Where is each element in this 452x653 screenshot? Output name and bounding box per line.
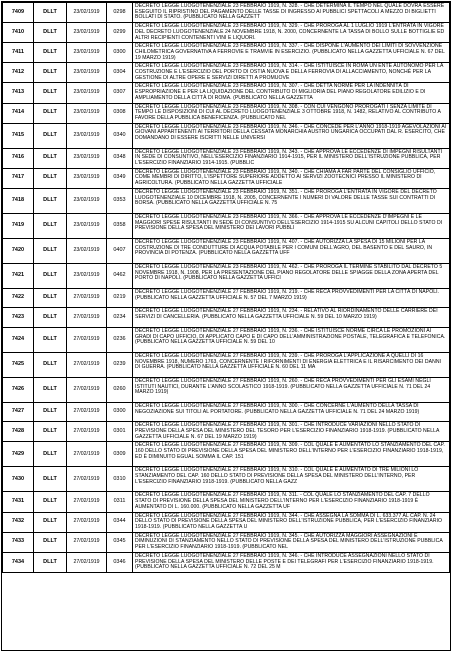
- record-number: [3, 43, 34, 63]
- record-number: [3, 168, 34, 188]
- record-number: [3, 3, 34, 23]
- act-type: [34, 213, 67, 238]
- act-type: [34, 263, 67, 288]
- gazette-page-text: 0349: [113, 174, 126, 181]
- gazette-page-text: 0239: [113, 361, 126, 368]
- act-date: [67, 512, 107, 532]
- decree-description-text: DECRETO LEGGE LUOGOTENENZIALE 27 FEBBRAIO 1919, N. 344. - CHE ASSEGNA LA SOMMA DI L. 633.377 AL CAP. N. 24 DELLO STATO DI PREVISIONE DELLA SPESA DEL MINISTERO DELL'ISTRUZIONE PUBBLICA, PER L'ESERCIZIO FINANZIARIO 1918-1919. (PUBBLICATO NELLA GAZZETTA U: [135, 512, 443, 530]
- table-row: [3, 103, 450, 123]
- decree-description-text: DECRETO LEGGE LUOGOTENENZIALE 23 FEBBRAIO 1919, N. 366. - CHE APPROVA LE ECCEDENZE D'IMPEGNI E LE MAGGIORI SPESE RISULTANTI IN SEDE DI CONSUNTIVO DELL'ESERCIZIO 1914-1915 SU ALCUNI CAPITOLI DELLO STATO DI PREVISIONE DELLA SPESA DEL MINISTERO DEI LAVORI PUBBLI: [135, 213, 443, 232]
- table-row: [3, 213, 450, 238]
- record-number-text: 7432: [11, 518, 25, 525]
- table-row: [3, 288, 450, 308]
- act-date-text: 27/02/1919: [73, 498, 100, 505]
- decree-description: [133, 532, 450, 552]
- decree-description-text: DECRETO LEGGE LUOGOTENENZIALE 27 FEBBRAIO 1919, N. 311. - COL QUALE LO STANZIAMENTO DEL CAP. 7 DELLO STATO DI PREVISIONE DELLA SPESA DEL MINISTERO DELL'INTERNO PER L'ESERCIZIO FINANZIARIO 1918-1919 È AUMENTATO DI L. 160.000. (PUBBLICATO NELLA GAZZETTA UF: [135, 492, 430, 510]
- table-row: [3, 327, 450, 352]
- gazette-page-text: 0407: [113, 247, 126, 254]
- act-type: [34, 308, 67, 328]
- table-row: [3, 168, 450, 188]
- act-type: [34, 442, 67, 467]
- record-number-text: 7414: [11, 109, 25, 116]
- record-number-text: 7428: [11, 428, 25, 435]
- decree-description-text: DECRETO LEGGE LUOGOTENENZIALE 23 FEBBRAIO 1919, N. 407. - CHE AUTORIZZA LA SPESA DI 15 MILIONI PER LA COSTRUZIONE DI TRE CONDUTTURE DI ACQUA POTABILE PER I COMUNI DELL'AGRO, DEL BASENTO E DEL SAURO, IN PROVINCIA DI POTENZA. (PUBBLICATO NELLA GAZZETTA UFF: [135, 238, 433, 257]
- act-date-text: 27/02/1919: [73, 408, 100, 415]
- table-row: [3, 308, 450, 328]
- gazette-page-text: 0234: [113, 313, 126, 320]
- gazette-page: [107, 63, 133, 83]
- act-date: [67, 532, 107, 552]
- gazette-page: [107, 263, 133, 288]
- record-number: [3, 83, 34, 103]
- record-number-text: 7429: [11, 450, 25, 457]
- gazette-page-text: 0309: [113, 450, 126, 457]
- decree-description: [133, 263, 450, 288]
- gazette-page-text: 0340: [113, 131, 126, 138]
- act-date-text: 27/02/1919: [73, 475, 100, 482]
- act-date-text: 23/02/1919: [73, 131, 100, 138]
- gazette-page: [107, 308, 133, 328]
- table-row: [3, 402, 450, 422]
- decree-description-text: DECRETO LEGGE LUOGOTENENZIALE 23 FEBBRAIO 1919, N. 346. - CHE CONCEDE PER L'ANNO 1918-1919 AGEVOLAZIONI AI GIOVANI APPARTENENTI AI TERRITORI DELLA CESSATA MONARCHIA AUSTRO UNGARICA OCCUPATI DAL R. ESERCITO, CHE DOMANDANO DI ESSERE ISCRITTI NELLE UNIVERSI: [135, 123, 447, 142]
- table-row: [3, 263, 450, 288]
- record-number-text: 7421: [11, 272, 25, 279]
- record-number: [3, 103, 34, 123]
- record-number: [3, 532, 34, 552]
- gazette-page: [107, 512, 133, 532]
- record-number: [3, 352, 34, 377]
- act-type: [34, 23, 67, 43]
- act-type-text: DLLT: [43, 558, 57, 565]
- act-date-text: 23/02/1919: [73, 8, 100, 15]
- record-number: [3, 467, 34, 492]
- act-type: [34, 43, 67, 63]
- decree-description-text: DECRETO LEGGE LUOGOTENENZIALE 23 FEBBRAIO 1919, N. 337. - CHE DISPONE L'AUMENTO DEI LIMITI DI SOVVENZIONE CHILOMETRICA GOVERNATIVA A FERROVIE E TRAMVIE IN ESERCIZIO. (PUBBLICATO NELLA GAZZETTA UFFICIALE N. 67 DEL 19 MARZO 1919): [135, 43, 445, 61]
- decree-description-text: DECRETO LEGGE LUOGOTENENZIALE 23 FEBBRAIO 1919, N. 329. - CHE PROROGA AL 1 LUGLIO 1919 L'ENTRATA IN VIGORE DEL DECRETO LUOGOTENENZIALE 24 NOVEMBRE 1918, N. 2000, CONCERNENTE LA TASSA DI BOLLO SULLE BOTTIGLIE ED ALTRI RECIPIENTI CONTENENTI VINI E LIQUORI.: [135, 23, 445, 41]
- decree-description: [133, 103, 450, 123]
- record-number-text: 7409: [11, 8, 25, 15]
- act-date: [67, 308, 107, 328]
- act-date: [67, 422, 107, 442]
- act-date-text: 23/02/1919: [73, 272, 100, 279]
- act-type: [34, 327, 67, 352]
- decree-description: [133, 83, 450, 103]
- act-date: [67, 23, 107, 43]
- act-date-text: 23/02/1919: [73, 48, 100, 55]
- gazette-page: [107, 532, 133, 552]
- decree-description: [133, 352, 450, 377]
- act-date-text: 23/02/1919: [73, 174, 100, 181]
- decree-description: [133, 442, 450, 467]
- record-number: [3, 512, 34, 532]
- gazette-page-text: 0344: [113, 518, 126, 525]
- act-date: [67, 168, 107, 188]
- decree-description: [133, 288, 450, 308]
- decree-description-text: DECRETO LEGGE LUOGOTENENZIALE 27 FEBBRAIO 1919, N. 236. - CHE ISTITUISCE NORME CIRCA LE PROMOZIONI AI GRADI DI CAPO UFFICIO, DI APPLICATO CAPO E DI CAPO DELL'AMMINISTRAZIONE POSTALE, TELEGRAFICA E TELEFONICA. (PUBBLICATO NELLA GAZZETTA UFFICIALE N. 59 DEL 10: [135, 327, 446, 346]
- record-number: [3, 263, 34, 288]
- table-row: [3, 512, 450, 532]
- gazette-page-text: 0308: [113, 109, 126, 116]
- record-number: [3, 377, 34, 402]
- act-type-text: DLLT: [43, 8, 57, 15]
- gazette-page-text: 0300: [113, 408, 126, 415]
- gazette-page: [107, 238, 133, 263]
- act-type: [34, 467, 67, 492]
- act-type-text: DLLT: [43, 408, 57, 415]
- record-number: [3, 402, 34, 422]
- gazette-page-text: 0298: [113, 8, 126, 15]
- record-number: [3, 492, 34, 512]
- gazette-page-text: 0219: [113, 294, 126, 301]
- act-type-text: DLLT: [43, 428, 57, 435]
- act-type-text: DLLT: [43, 450, 57, 457]
- table-row: [3, 123, 450, 148]
- gazette-page-text: 0348: [113, 154, 126, 161]
- act-date: [67, 352, 107, 377]
- act-type: [34, 532, 67, 552]
- decree-description-text: DECRETO LEGGE LUOGOTENENZIALE 27 FEBBRAIO 1919, N. 260. - CHE RECA PROVVEDIMENTI PER GLI ESAMI NEGLI ISTITUTI NAUTICI, DURANTE L'ANNO SCOLASTICO 1918-1919. (PUBBLICATO NELLA GAZZETTA UFFICIALE N. 71 DEL 24 MARZO 1919): [135, 377, 431, 396]
- act-date: [67, 188, 107, 213]
- gazette-page: [107, 103, 133, 123]
- gazette-page: [107, 43, 133, 63]
- act-type-text: DLLT: [43, 313, 57, 320]
- act-type-text: DLLT: [43, 498, 57, 505]
- decree-description-text: DECRETO LEGGE LUOGOTENENZIALE 27 FEBBRAIO 1919, N. 310. - COL QUALE È AUMENTATO DI TRE MILIONI LO STANZIAMENTO DEL CAP. 160 DELLO STATO DI PREVISIONE DELLA SPESA DEL MINISTERO DELL'INTERNO, PER L'ESERCIZIO FINANZIARIO 1918-1919. (PUBBLICATO NELLA GAZZ: [135, 467, 419, 485]
- table-row: [3, 63, 450, 83]
- decree-description-text: DECRETO LEGGE LUOGOTENENZIALE 27 FEBBRAIO 1919, N. 219. - CHE RECA PROVVEDIMENTI PER LA CITTÀ DI NAPOLI. (PUBBLICATO NELLA GAZZETTA UFFICIALE N. 57 DEL 7 MARZO 1919): [135, 288, 440, 301]
- act-type-text: DLLT: [43, 109, 57, 116]
- decree-description: [133, 43, 450, 63]
- gazette-page: [107, 402, 133, 422]
- act-date-text: 23/02/1919: [73, 109, 100, 116]
- gazette-page: [107, 213, 133, 238]
- act-type-text: DLLT: [43, 89, 57, 96]
- gazette-page: [107, 168, 133, 188]
- act-date-text: 23/02/1919: [73, 197, 100, 204]
- record-number-text: 7419: [11, 222, 25, 229]
- register-sheet: [1, 1, 451, 651]
- act-date: [67, 327, 107, 352]
- act-date-text: 27/02/1919: [73, 294, 100, 301]
- record-number: [3, 238, 34, 263]
- record-number-text: 7434: [11, 558, 25, 565]
- gazette-page-text: 0260: [113, 386, 126, 393]
- act-date: [67, 263, 107, 288]
- decree-description: [133, 23, 450, 43]
- gazette-page-text: 0358: [113, 222, 126, 229]
- gazette-page-text: 0462: [113, 272, 126, 279]
- act-type: [34, 188, 67, 213]
- act-type: [34, 63, 67, 83]
- act-type: [34, 168, 67, 188]
- gazette-page: [107, 148, 133, 168]
- act-type-text: DLLT: [43, 361, 57, 368]
- act-type-text: DLLT: [43, 247, 57, 254]
- act-date-text: 23/02/1919: [73, 89, 100, 96]
- table-row: [3, 148, 450, 168]
- act-date-text: 27/02/1919: [73, 361, 100, 368]
- act-type: [34, 123, 67, 148]
- act-type-text: DLLT: [43, 222, 57, 229]
- gazette-page: [107, 467, 133, 492]
- record-number-text: 7430: [11, 475, 25, 482]
- record-number-text: 7425: [11, 361, 25, 368]
- record-number: [3, 308, 34, 328]
- act-date: [67, 288, 107, 308]
- act-type-text: DLLT: [43, 154, 57, 161]
- table-row: [3, 43, 450, 63]
- decree-description-text: DECRETO LEGGE LUOGOTENENZIALE 27 FEBBRAIO 1919, N. 346. - CHE INTRODUCE ASSEGNAZIONI NELLO STATO DI PREVISIONE DELLA SPESA DEL MINISTERO DELLE POSTE E DEI TELEGRAFI PER L'ESERCIZIO FINANZIARIO 1918-1919. (PUBBLICATO NELLA GAZZETTA UFFICIALE N. 72 DEL 25 M: [135, 552, 434, 571]
- act-date-text: 27/02/1919: [73, 313, 100, 320]
- act-type: [34, 422, 67, 442]
- record-number-text: 7424: [11, 336, 25, 343]
- decree-description: [133, 238, 450, 263]
- record-number: [3, 23, 34, 43]
- act-date: [67, 83, 107, 103]
- gazette-page: [107, 552, 133, 572]
- act-type: [34, 512, 67, 532]
- record-number: [3, 552, 34, 572]
- decree-description-text: DECRETO LEGGE LUOGOTENENZIALE 27 FEBBRAIO 1919, N. 309. - COL QUALE È AUMENTATO LO STANZIAMENTO DEL CAP. 160 DELLO STATO DI PREVISIONE DELLA SPESA DEL MINISTERO DELL'INTERNO PER L'ESERCIZIO FINANZIARIO 1918-1919, ED È DIMINUITO EGUAL SOMMA IL CAP. 151: [135, 442, 445, 460]
- act-type: [34, 238, 67, 263]
- act-type: [34, 552, 67, 572]
- record-number-text: 7411: [12, 48, 24, 55]
- act-type-text: DLLT: [43, 336, 57, 343]
- act-date-text: 27/02/1919: [73, 386, 100, 393]
- record-number: [3, 213, 34, 238]
- act-date-text: 23/02/1919: [73, 28, 100, 35]
- table-row: [3, 442, 450, 467]
- decree-description-text: DECRETO LEGGE LUOGOTENENZIALE 23 FEBBRAIO 1919, N. 307. - CHE DETTA NORME PER LA INDENNITÀ DI ESPROPRIAZIONE E PER LA LIQUIDAZIONE DEL CONTRIBUTO DI MIGLIORIA DEL PIANO REGOLATORE EDILIZIO E DI AMPLIAMENTO DELLA CITTÀ DI ROMA. (PUBBLICATO NELLA GAZZETTA: [135, 83, 426, 101]
- act-type-text: DLLT: [43, 518, 57, 525]
- decree-description-text: DECRETO LEGGE LUOGOTENENZIALE 23 FEBBRAIO 1919, N. 340. - CHE CHIAMA A FAR PARTE DEL CONSIGLIO UFFICIO, COME MEMBRI DI DIRITTO, L'ISPETTORE SUPERIORE ADDETTO AI SERVIZI ZOOTECNICI PRESSO IL MINISTERO DI AGRICOLTURA. (PUBBLICATO NELLA GAZZETTA UFFICIALE: [135, 168, 436, 187]
- record-number-text: 7431: [11, 498, 25, 505]
- table-row: [3, 83, 450, 103]
- gazette-page: [107, 83, 133, 103]
- table-row: [3, 552, 450, 572]
- act-date: [67, 492, 107, 512]
- record-number-text: 7423: [11, 313, 25, 320]
- decree-description-text: DECRETO LEGGE LUOGOTENENZIALE 27 FEBBRAIO 1919, N. 239. - CHE PROROGA L'APPLICAZIONE A QUELLI DI 16 NOVEMBRE 1918, NUMERO 1763, CONCERNENTE I RIFORNIMENTI DI ENERGIA ELETTRICA E IL RISARCIMENTO DEI DANNI DI GUERRA. (PUBBLICATO NELLA GAZZETTA UFFICIALE N. 60 DEL 11 MA: [135, 352, 442, 371]
- act-date-text: 23/02/1919: [73, 154, 100, 161]
- record-number: [3, 327, 34, 352]
- gazette-page: [107, 352, 133, 377]
- gazette-page-text: 0300: [113, 48, 126, 55]
- record-number: [3, 442, 34, 467]
- record-number: [3, 188, 34, 213]
- act-date-text: 27/02/1919: [73, 450, 100, 457]
- decree-description: [133, 552, 450, 572]
- decree-description-text: DECRETO LEGGE LUOGOTENENZIALE 27 FEBBRAIO 1919, N. 345. - CHE AUTORIZZA MAGGIORI ASSEGNAZIONI E DIMINUZIONI DI STANZIAMENTO NELLO STATO DI PREVISIONE DELLA SPESA DEL MINISTERO DELL'ISTRUZIONE PUBBLICA PER L'ESERCIZIO FINANZIARIO 1918-1919. (PUBBLICATO NEL: [135, 532, 443, 551]
- table-row: [3, 377, 450, 402]
- act-date-text: 27/02/1919: [73, 518, 100, 525]
- act-type: [34, 83, 67, 103]
- decree-description: [133, 168, 450, 188]
- act-type-text: DLLT: [43, 197, 57, 204]
- act-date: [67, 442, 107, 467]
- gazette-page-text: 0346: [113, 558, 126, 565]
- table-row: [3, 238, 450, 263]
- act-date-text: 23/02/1919: [73, 69, 100, 76]
- gazette-page: [107, 288, 133, 308]
- gazette-page-text: 0301: [113, 428, 126, 435]
- act-type-text: DLLT: [43, 475, 57, 482]
- gazette-page-text: 0236: [113, 336, 126, 343]
- record-number-text: 7426: [11, 386, 25, 393]
- act-type-text: DLLT: [43, 272, 57, 279]
- decree-description-text: DECRETO LEGGE LUOGOTENENZIALE 27 FEBBRAIO 1919, N. 301. - CHE INTRODUCE VARIAZIONI NELLO STATO DI PREVISIONE DELLA SPESA DEL MINISTERO DEL TESORO PER L'ESERCIZIO FINANZIARIO 1918-1919. (PUBBLICATO NELLA GAZZETTA UFFICIALE N. 67 DEL 19 MARZO 1919): [135, 422, 440, 440]
- record-number-text: 7433: [11, 538, 25, 545]
- act-type: [34, 288, 67, 308]
- act-date-text: 27/02/1919: [73, 336, 100, 343]
- act-type: [34, 402, 67, 422]
- table-row: [3, 188, 450, 213]
- record-number-text: 7415: [11, 131, 25, 138]
- decree-description-text: DECRETO LEGGE LUOGOTENENZIALE 23 FEBBRAIO 1919, N. 308. - CON CUI VENGONO PROROGATI I SENZA LIMITE DI TEMPO LE DISPOSIZIONI DI CUI AL DECRETO LUOGOTENENZIALE 3 OTTOBRE 1918, N. 1482, RELATIVO AL CONTRIBUTO A FAVORE DELLA PUBBLICA BENEFICENZA. (PUBBLICATO NEL: [135, 103, 441, 121]
- gazette-page-text: 0345: [113, 538, 126, 545]
- decree-description-text: DECRETO LEGGE LUOGOTENENZIALE 27 FEBBRAIO 1919, N. 300. - CHE CONCERNE L'AUMENTO DELLA TASSA DI NEGOZIAZIONE SUI TITOLI AL PORTATORE. (PUBBLICATO NELLA GAZZETTA UFFICIALE N. 71 DEL 24 MARZO 1919): [135, 402, 420, 415]
- act-date: [67, 402, 107, 422]
- gazette-page-text: 0311: [113, 498, 126, 505]
- decree-description: [133, 213, 450, 238]
- decree-description: [133, 512, 450, 532]
- act-date-text: 27/02/1919: [73, 428, 100, 435]
- decree-description: [133, 492, 450, 512]
- act-type-text: DLLT: [43, 386, 57, 393]
- act-type-text: DLLT: [43, 28, 57, 35]
- record-number: [3, 148, 34, 168]
- act-type: [34, 492, 67, 512]
- table-row: [3, 23, 450, 43]
- record-number: [3, 288, 34, 308]
- gazette-page: [107, 327, 133, 352]
- decree-description-text: DECRETO LEGGE LUOGOTENENZIALE 23 FEBBRAIO 1919, N. 314. - CHE ISTITUISCE IN ROMA UN ENTE AUTONOMO PER LA COSTRUZIONE E L'ESERCIZIO DEL PORTO DI OSTIA NUOVA E DELLA FERROVIA DI ALLACCIAMENTO, NONCHÉ PER LA GESTIONE DI ALTRE OPERE E SERVIZI DIRETTI A PROMUOVE: [135, 63, 444, 81]
- record-number-text: 7412: [11, 69, 25, 76]
- table-row: [3, 3, 450, 23]
- record-number-text: 7413: [11, 89, 25, 96]
- record-number: [3, 63, 34, 83]
- act-type: [34, 352, 67, 377]
- act-date-text: 27/02/1919: [73, 538, 100, 545]
- act-date-text: 23/02/1919: [73, 247, 100, 254]
- decree-description: [133, 377, 450, 402]
- decree-description-text: DECRETO LEGGE LUOGOTENENZIALE 27 FEBBRAIO 1919, N. 234. - RELATIVO AL RIORDINAMENTO DELLE CARRIERE DEI SERVIZI DI CANCELLERIA. (PUBBLICATO NELLA GAZZETTA UFFICIALE N. 59 DEL 10 MARZO 1919): [135, 308, 438, 321]
- table-row: [3, 467, 450, 492]
- gazette-page: [107, 23, 133, 43]
- decree-description: [133, 327, 450, 352]
- act-type: [34, 148, 67, 168]
- record-number-text: 7420: [11, 247, 25, 254]
- act-type: [34, 377, 67, 402]
- act-type-text: DLLT: [43, 174, 57, 181]
- record-number-text: 7427: [11, 408, 25, 415]
- decree-description: [133, 422, 450, 442]
- gazette-page-text: 0304: [113, 69, 126, 76]
- record-number-text: 7418: [11, 197, 25, 204]
- decree-rows: [3, 3, 450, 573]
- decree-description-text: DECRETO LEGGE LUOGOTENENZIALE 23 FEBBRAIO 1919, N. 462. - CHE PROROGA IL TERMINE STABILITO DAL DECRETO 5 NOVEMBRE 1918, N. 1908, PER LA PRESENTAZIONE DEL PIANO REGOLATORE DELLE SPIAGGE DELLA ZONA APERTA DEL PORTO DI NAPOLI. (PUBBLICATO NELLA GAZZETTA UFFICI: [135, 263, 443, 282]
- record-number-text: 7417: [11, 174, 25, 181]
- decree-description: [133, 308, 450, 328]
- record-number: [3, 123, 34, 148]
- decree-description: [133, 123, 450, 148]
- gazette-page-text: 0307: [113, 89, 126, 96]
- gazette-page: [107, 188, 133, 213]
- act-date: [67, 103, 107, 123]
- act-date: [67, 63, 107, 83]
- decree-description-text: DECRETO LEGGE LUOGOTENENZIALE 23 FEBBRAIO 1919, N. 328. - CHE DETERMINA IL TEMPO NEL QUALE DOVRÀ ESSERE ESEGUITO IL RIPRISTINO DEL PAGAMENTO DELLE TASSE DI INGRESSO AI PUBBLICI SPETTACOLI A MEZZO DI BIGLIETTI BOLLATI DI STATO. (PUBBLICATO NELLA GAZZETT: [135, 3, 445, 21]
- gazette-page-text: 0299: [113, 28, 126, 35]
- decree-description: [133, 402, 450, 422]
- table-row: [3, 422, 450, 442]
- act-type-text: DLLT: [43, 48, 57, 55]
- gazette-page: [107, 377, 133, 402]
- record-number-text: 7410: [11, 28, 25, 35]
- act-type-text: DLLT: [43, 538, 57, 545]
- act-date-text: 23/02/1919: [73, 222, 100, 229]
- decree-description: [133, 148, 450, 168]
- gazette-page: [107, 442, 133, 467]
- act-date: [67, 377, 107, 402]
- gazette-page-text: 0353: [113, 197, 126, 204]
- act-type-text: DLLT: [43, 294, 57, 301]
- decree-description-text: DECRETO LEGGE LUOGOTENENZIALE 23 FEBBRAIO 1919, N. 351. - CHE PROROGA L'ENTRATA IN VIGORE DEL DECRETO LUOGOTENENZIALE 10 DICEMBRE 1918, N. 2005, CONCERNENTE I NUMERI DI VALORE DELLE TASSE SUI CONTRATTI DI BORSA. (PUBBLICATO NELLA GAZZETTA UFFICIALE N. 75: [135, 188, 437, 207]
- decree-description: [133, 188, 450, 213]
- act-date: [67, 148, 107, 168]
- decree-description: [133, 63, 450, 83]
- table-row: [3, 492, 450, 512]
- gazette-page: [107, 422, 133, 442]
- record-number-text: 7422: [11, 294, 25, 301]
- decree-table: [2, 2, 450, 573]
- gazette-page: [107, 123, 133, 148]
- act-date: [67, 123, 107, 148]
- act-type-text: DLLT: [43, 69, 57, 76]
- record-number-text: 7416: [11, 154, 25, 161]
- gazette-page: [107, 3, 133, 23]
- gazette-page: [107, 492, 133, 512]
- table-row: [3, 352, 450, 377]
- act-date: [67, 43, 107, 63]
- gazette-page-text: 0310: [113, 475, 126, 482]
- decree-description: [133, 3, 450, 23]
- decree-description-text: DECRETO LEGGE LUOGOTENENZIALE 23 FEBBRAIO 1919, N. 343. - CHE APPROVA LE ECCEDENZE DI IMPEGNI RISULTANTI IN SEDE DI CONSUNTIVO, NELL'ESERCIZIO FINANZIARIO 1914-1915, PER IL MINISTERO DELL'ISTRUZIONE PUBBLICA, PER L'ESERCIZIO FINANZIARIO 1914-1915. (PUBBLIC: [135, 148, 443, 167]
- act-date: [67, 213, 107, 238]
- act-type: [34, 3, 67, 23]
- act-type: [34, 103, 67, 123]
- act-date: [67, 467, 107, 492]
- act-date: [67, 552, 107, 572]
- table-row: [3, 532, 450, 552]
- act-date: [67, 238, 107, 263]
- act-date-text: 27/02/1919: [73, 558, 100, 565]
- decree-description: [133, 467, 450, 492]
- act-type-text: DLLT: [43, 131, 57, 138]
- record-number: [3, 422, 34, 442]
- act-date: [67, 3, 107, 23]
